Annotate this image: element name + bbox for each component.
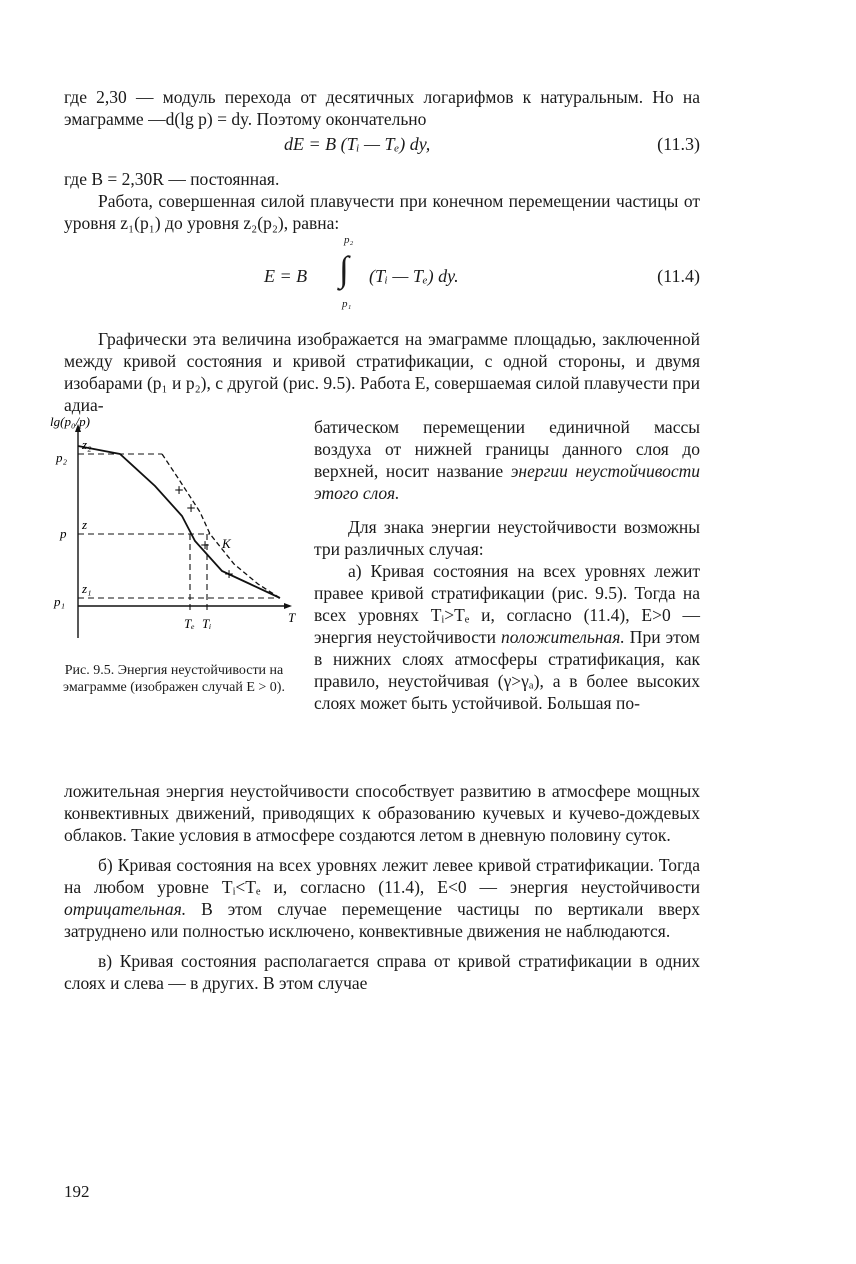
paragraph-three-cases: Для знака энергии неустойчивости возможны три различных случая: (314, 517, 700, 559)
paragraph-case-b (64, 854, 700, 942)
paragraph-case-a-continued: ложительная энергия неустойчивости способствует развитию в атмосфере мощных конвективных движений, приводящих к образованию кучевых и кучево-дождевых облаков. Такие условия в атмосфере создаются летом в дневную половину суток. (64, 781, 700, 845)
plus-mark: + (224, 567, 235, 581)
text-span: батическом перемещении единичной массы воздуха от нижней границы данного слоя до верхней, носит название (314, 417, 700, 481)
page-number: 192 (64, 1182, 90, 1201)
term-instability-energy: энергии неустойчивости этого слоя. (314, 461, 700, 503)
axis-x-label: T (288, 610, 296, 625)
label-p2: p₂ (56, 450, 68, 465)
integral-upper-limit: p₂ (344, 234, 354, 246)
label-k: K (222, 536, 231, 551)
equation-11-4-lhs: E = B (264, 266, 308, 286)
text-span: б) Кривая состояния на всех уровнях лежит левее кривой стратификации. Тогда на любом уровне Tᵢ<Tₑ и, согласно (11.4), E<0 — энергия неустойчивости (64, 855, 700, 897)
label-p: p (60, 526, 67, 541)
label-te: Tₑ (184, 616, 195, 631)
label-ti: Tᵢ (202, 616, 212, 631)
integral-lower-limit: p₁ (342, 298, 352, 310)
paragraph-case-a (314, 560, 700, 714)
state-curve (162, 454, 280, 598)
text-span: В этом случае перемещение частицы по вертикали вверх затруднено или полностью исключено, конвективные движения не наблюдаются. (64, 899, 700, 941)
equation-11-3-body: dE = B (Tᵢ — Tₑ) dy, (284, 134, 431, 154)
emagram-figure (50, 416, 296, 662)
paragraph-intro: где 2,30 — модуль перехода от десятичных логарифмов к натуральным. Но на эмаграмме —d(lg p) = dy. Поэтому окончательно (64, 87, 700, 129)
figure-caption: Рис. 9.5. Энергия неустойчивости на эмаграмме (изображен случай E > 0). (63, 663, 285, 695)
equation-11-4-number: (11.4) (657, 266, 700, 286)
equation-11-3-number: (11.3) (657, 134, 700, 154)
figure-block (50, 416, 700, 780)
paragraph-case-c: в) Кривая состояния располагается справа от кривой стратификации в одних слоях и слева — в других. В этом случае (64, 951, 700, 993)
equation-11-4-rhs: (Tᵢ — Tₑ) dy. (369, 266, 459, 286)
label-z1: z₁ (82, 581, 92, 596)
plus-mark: + (200, 538, 211, 552)
paragraph-work: Работа, совершенная силой плавучести при конечном перемещении частицы от уровня z₁(p₁) до уровня z₂(p₂), равна: (64, 191, 700, 233)
label-z2: z₂ (82, 437, 92, 452)
label-p1: p₁ (54, 594, 66, 609)
label-z: z (82, 517, 88, 532)
term-negative: отрицательная. (64, 899, 187, 919)
paragraph-constant: где B = 2,30R — постоянная. (64, 169, 280, 189)
side-text (314, 416, 700, 714)
plus-mark: + (186, 501, 197, 515)
plus-mark: + (174, 483, 185, 497)
x-axis-arrow (284, 603, 292, 609)
paragraph-energy-definition (314, 416, 700, 504)
text-span: а) Кривая состояния на всех уровнях лежит правее кривой стратификации (рис. 9.5). Тогда на всех уровнях Tᵢ>Tₑ и, согласно (11.4), E>0 — энергия неустойчивости (314, 561, 700, 647)
axis-y-label: lg(p₀/p) (50, 416, 90, 429)
integral-sign: ∫ (339, 249, 349, 289)
page-body (50, 86, 700, 994)
stratification-curve (78, 446, 280, 598)
equation-11-3 (64, 130, 700, 162)
term-positive: положительная. (501, 627, 625, 647)
equation-11-4 (64, 234, 700, 320)
paragraph-graphic: Графически эта величина изображается на эмаграмме площадью, заключенной между кривой состояния и кривой стратификации, с одной стороны, и двумя изобарами (p₁ и p₂), с другой (рис. 9.5). Работа E, совершаемая силой плавучести при адиа- (64, 329, 700, 415)
text-span: При этом в нижних слоях атмосферы стратификация, как правило, неустойчивая (γ>γₐ), а в более высоких слоях может быть устойчивой. Большая по- (314, 627, 700, 713)
